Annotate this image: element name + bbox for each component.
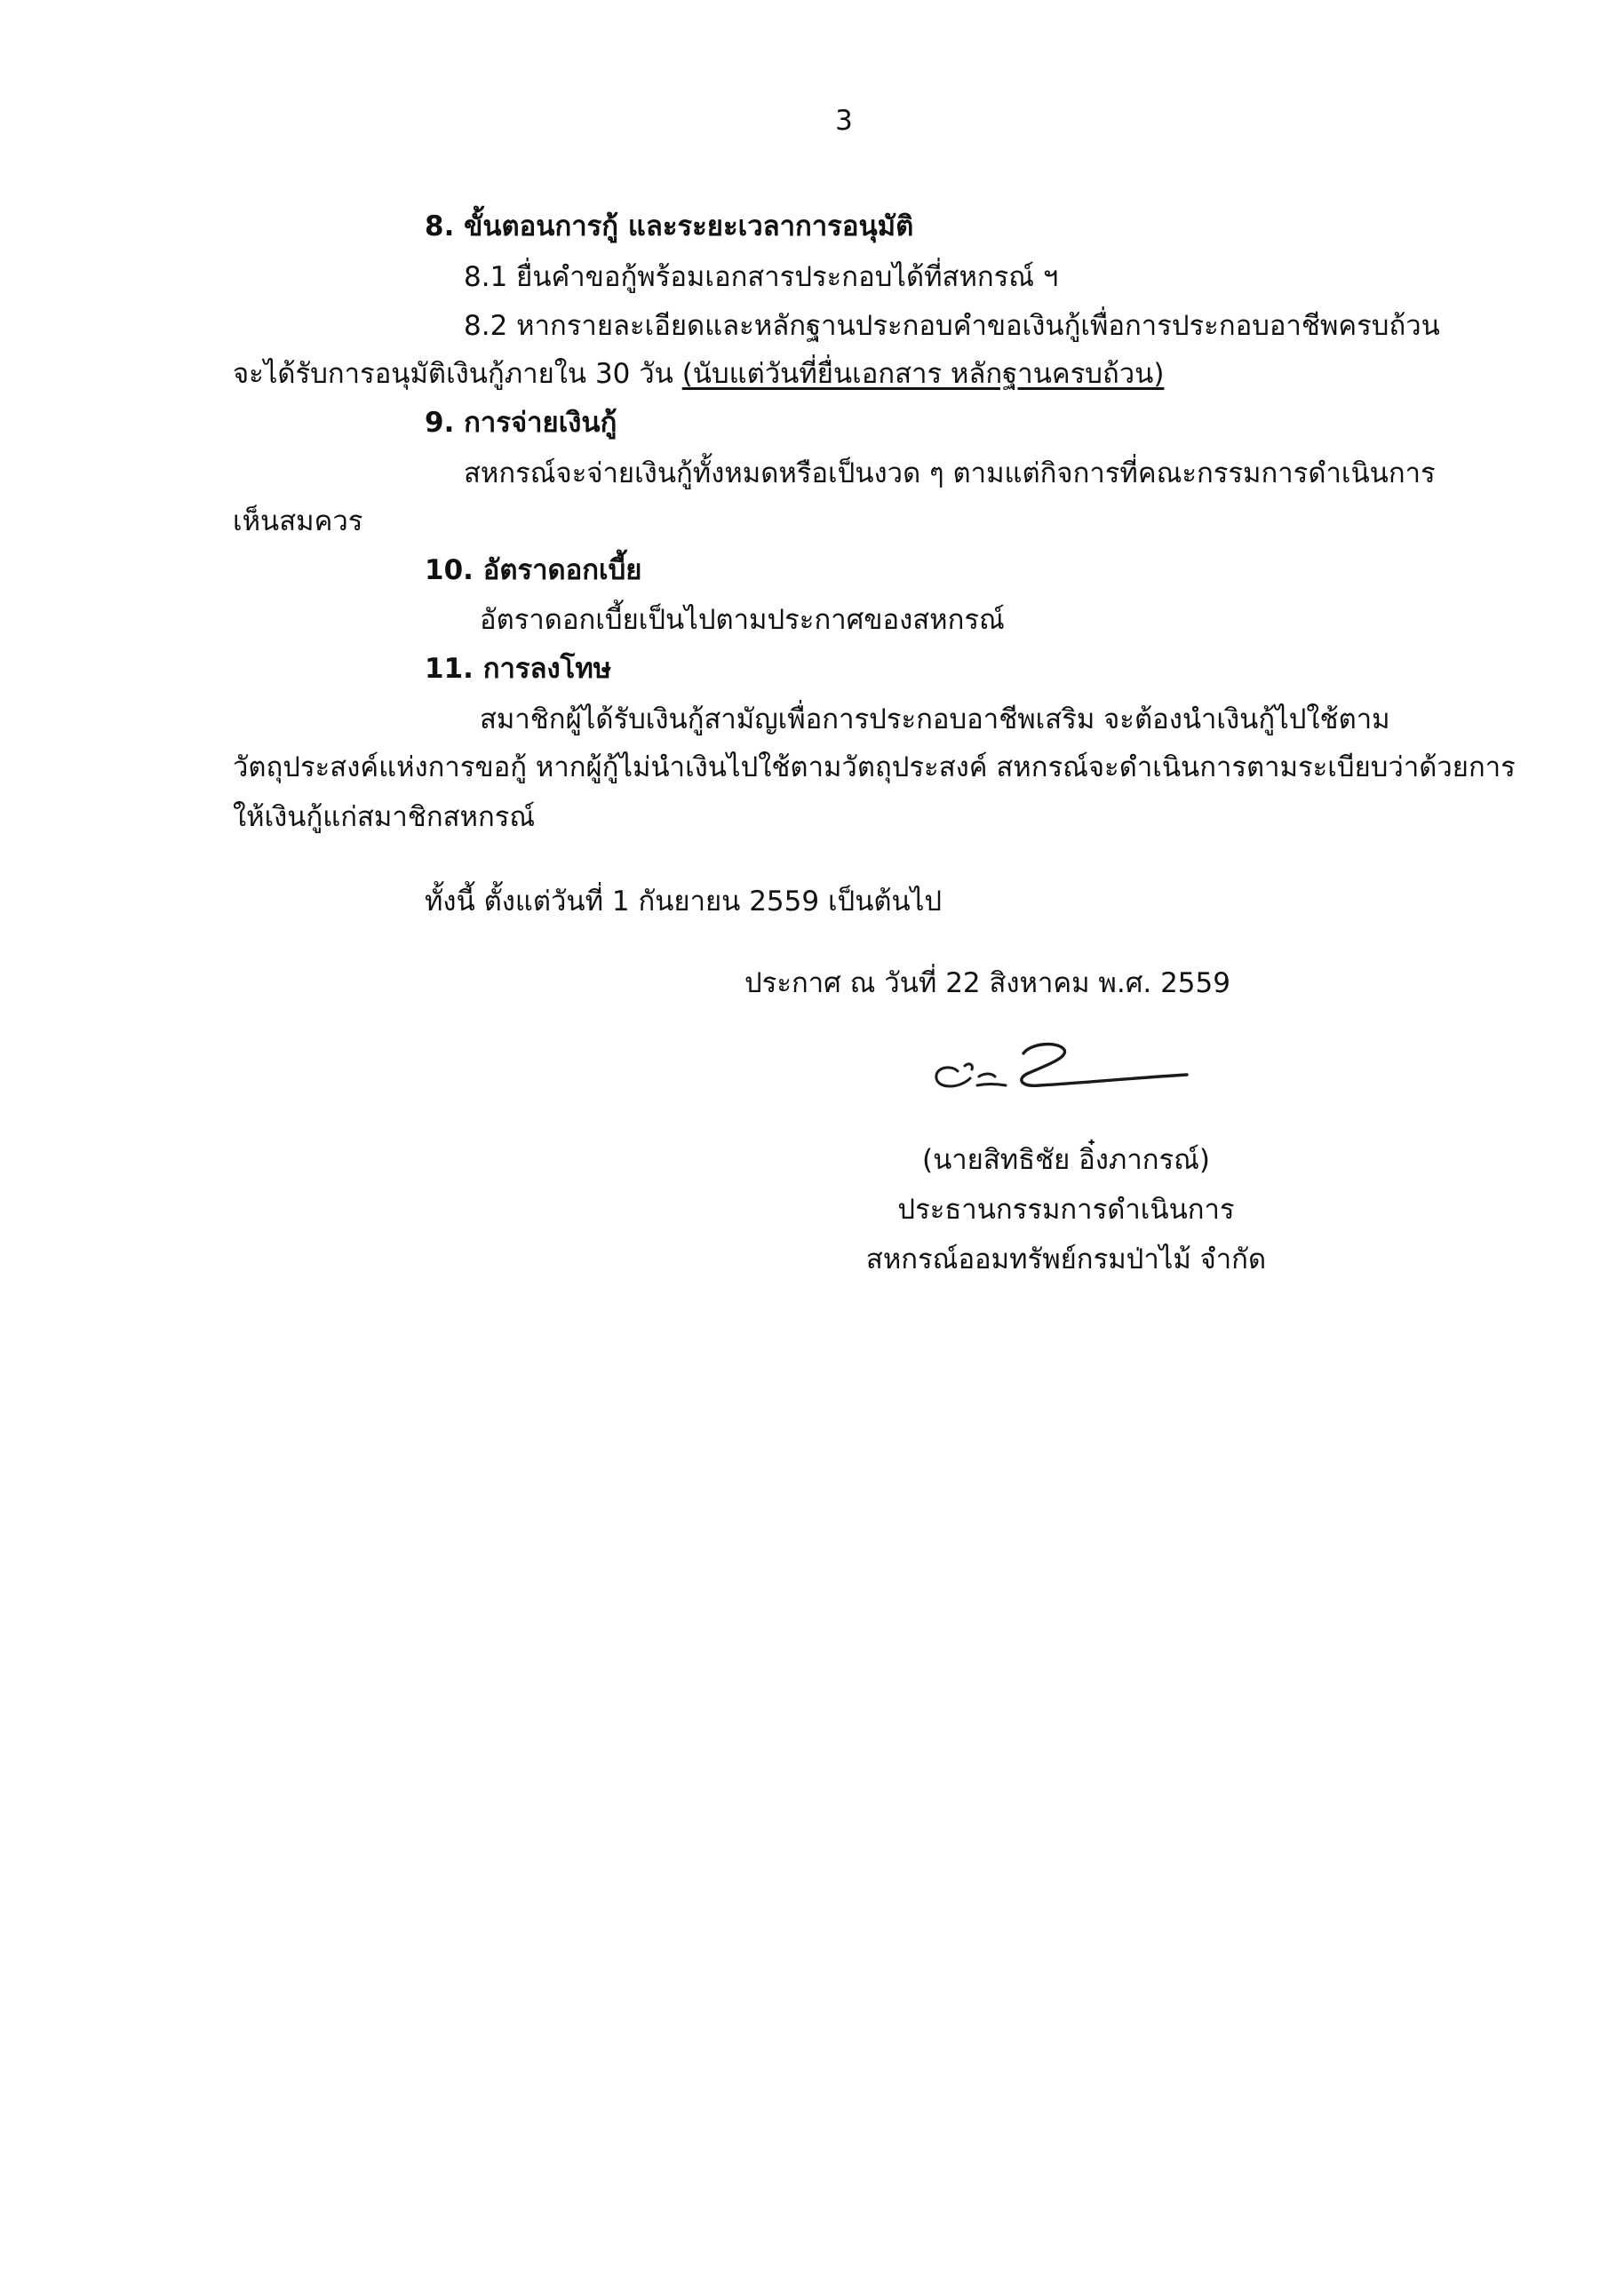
section-8-item-2-line-1: 8.2 หากรายละเอียดและหลักฐานประกอบคำขอเงินกู้เพื่อการประกอบอาชีพครบถ้วน xyxy=(464,310,1440,342)
section-9-body-line-1: สหกรณ์จะจ่ายเงินกู้ทั้งหมดหรือเป็นงวด ๆ ตามแต่กิจการที่คณะกรรมการดำเนินการ xyxy=(464,457,1436,489)
section-9-heading: 9. การจ่ายเงินกู้ xyxy=(425,407,617,439)
section-11-heading: 11. การลงโทษ xyxy=(425,653,612,685)
section-11-body-line-2: วัตถุประสงค์แห่งการขอกู้ หากผู้กู้ไม่นำเงินไปใช้ตามวัตถุประสงค์ สหกรณ์จะดำเนินการตามระเบียบว่าด้วยการ xyxy=(233,751,1516,783)
handwritten-signature xyxy=(924,1037,1190,1100)
section-10-body: อัตราดอกเบี้ยเป็นไปตามประกาศของสหกรณ์ xyxy=(480,604,1005,636)
section-10-heading: 10. อัตราดอกเบี้ย xyxy=(425,554,642,586)
section-9-body-line-2: เห็นสมควร xyxy=(233,505,363,537)
section-8-item-2-underlined-note: (นับแต่วันที่ยื่นเอกสาร หลักฐานครบถ้วน) xyxy=(681,358,1165,390)
signatory-organization: สหกรณ์ออมทรัพย์กรมป่าไม้ จำกัด xyxy=(865,1243,1267,1275)
signatory-name: (นายสิทธิชัย อิ๋งภากรณ์) xyxy=(921,1144,1211,1176)
section-8-item-2-line-2 xyxy=(233,358,1165,390)
announcement-date: ประกาศ ณ วันที่ 22 สิงหาคม พ.ศ. 2559 xyxy=(744,967,1230,999)
section-11-body-line-1: สมาชิกผู้ได้รับเงินกู้สามัญเพื่อการประกอบอาชีพเสริม จะต้องนำเงินกู้ไปใช้ตาม xyxy=(480,703,1390,735)
section-11-body-line-3: ให้เงินกู้แก่สมาชิกสหกรณ์ xyxy=(233,801,536,833)
signatory-title: ประธานกรรมการดำเนินการ xyxy=(897,1194,1235,1226)
section-8-item-1: 8.1 ยื่นคำขอกู้พร้อมเอกสารประกอบได้ที่สหกรณ์ ฯ xyxy=(464,261,1059,293)
section-8-heading: 8. ขั้นตอนการกู้ และระยะเวลาการอนุมัติ xyxy=(425,211,914,242)
section-8-item-2-text: จะได้รับการอนุมัติเงินกู้ภายใน 30 วัน xyxy=(233,358,682,390)
effective-date: ทั้งนี้ ตั้งแต่วันที่ 1 กันยายน 2559 เป็นต้นไป xyxy=(425,886,943,918)
page-number: 3 xyxy=(835,105,853,137)
